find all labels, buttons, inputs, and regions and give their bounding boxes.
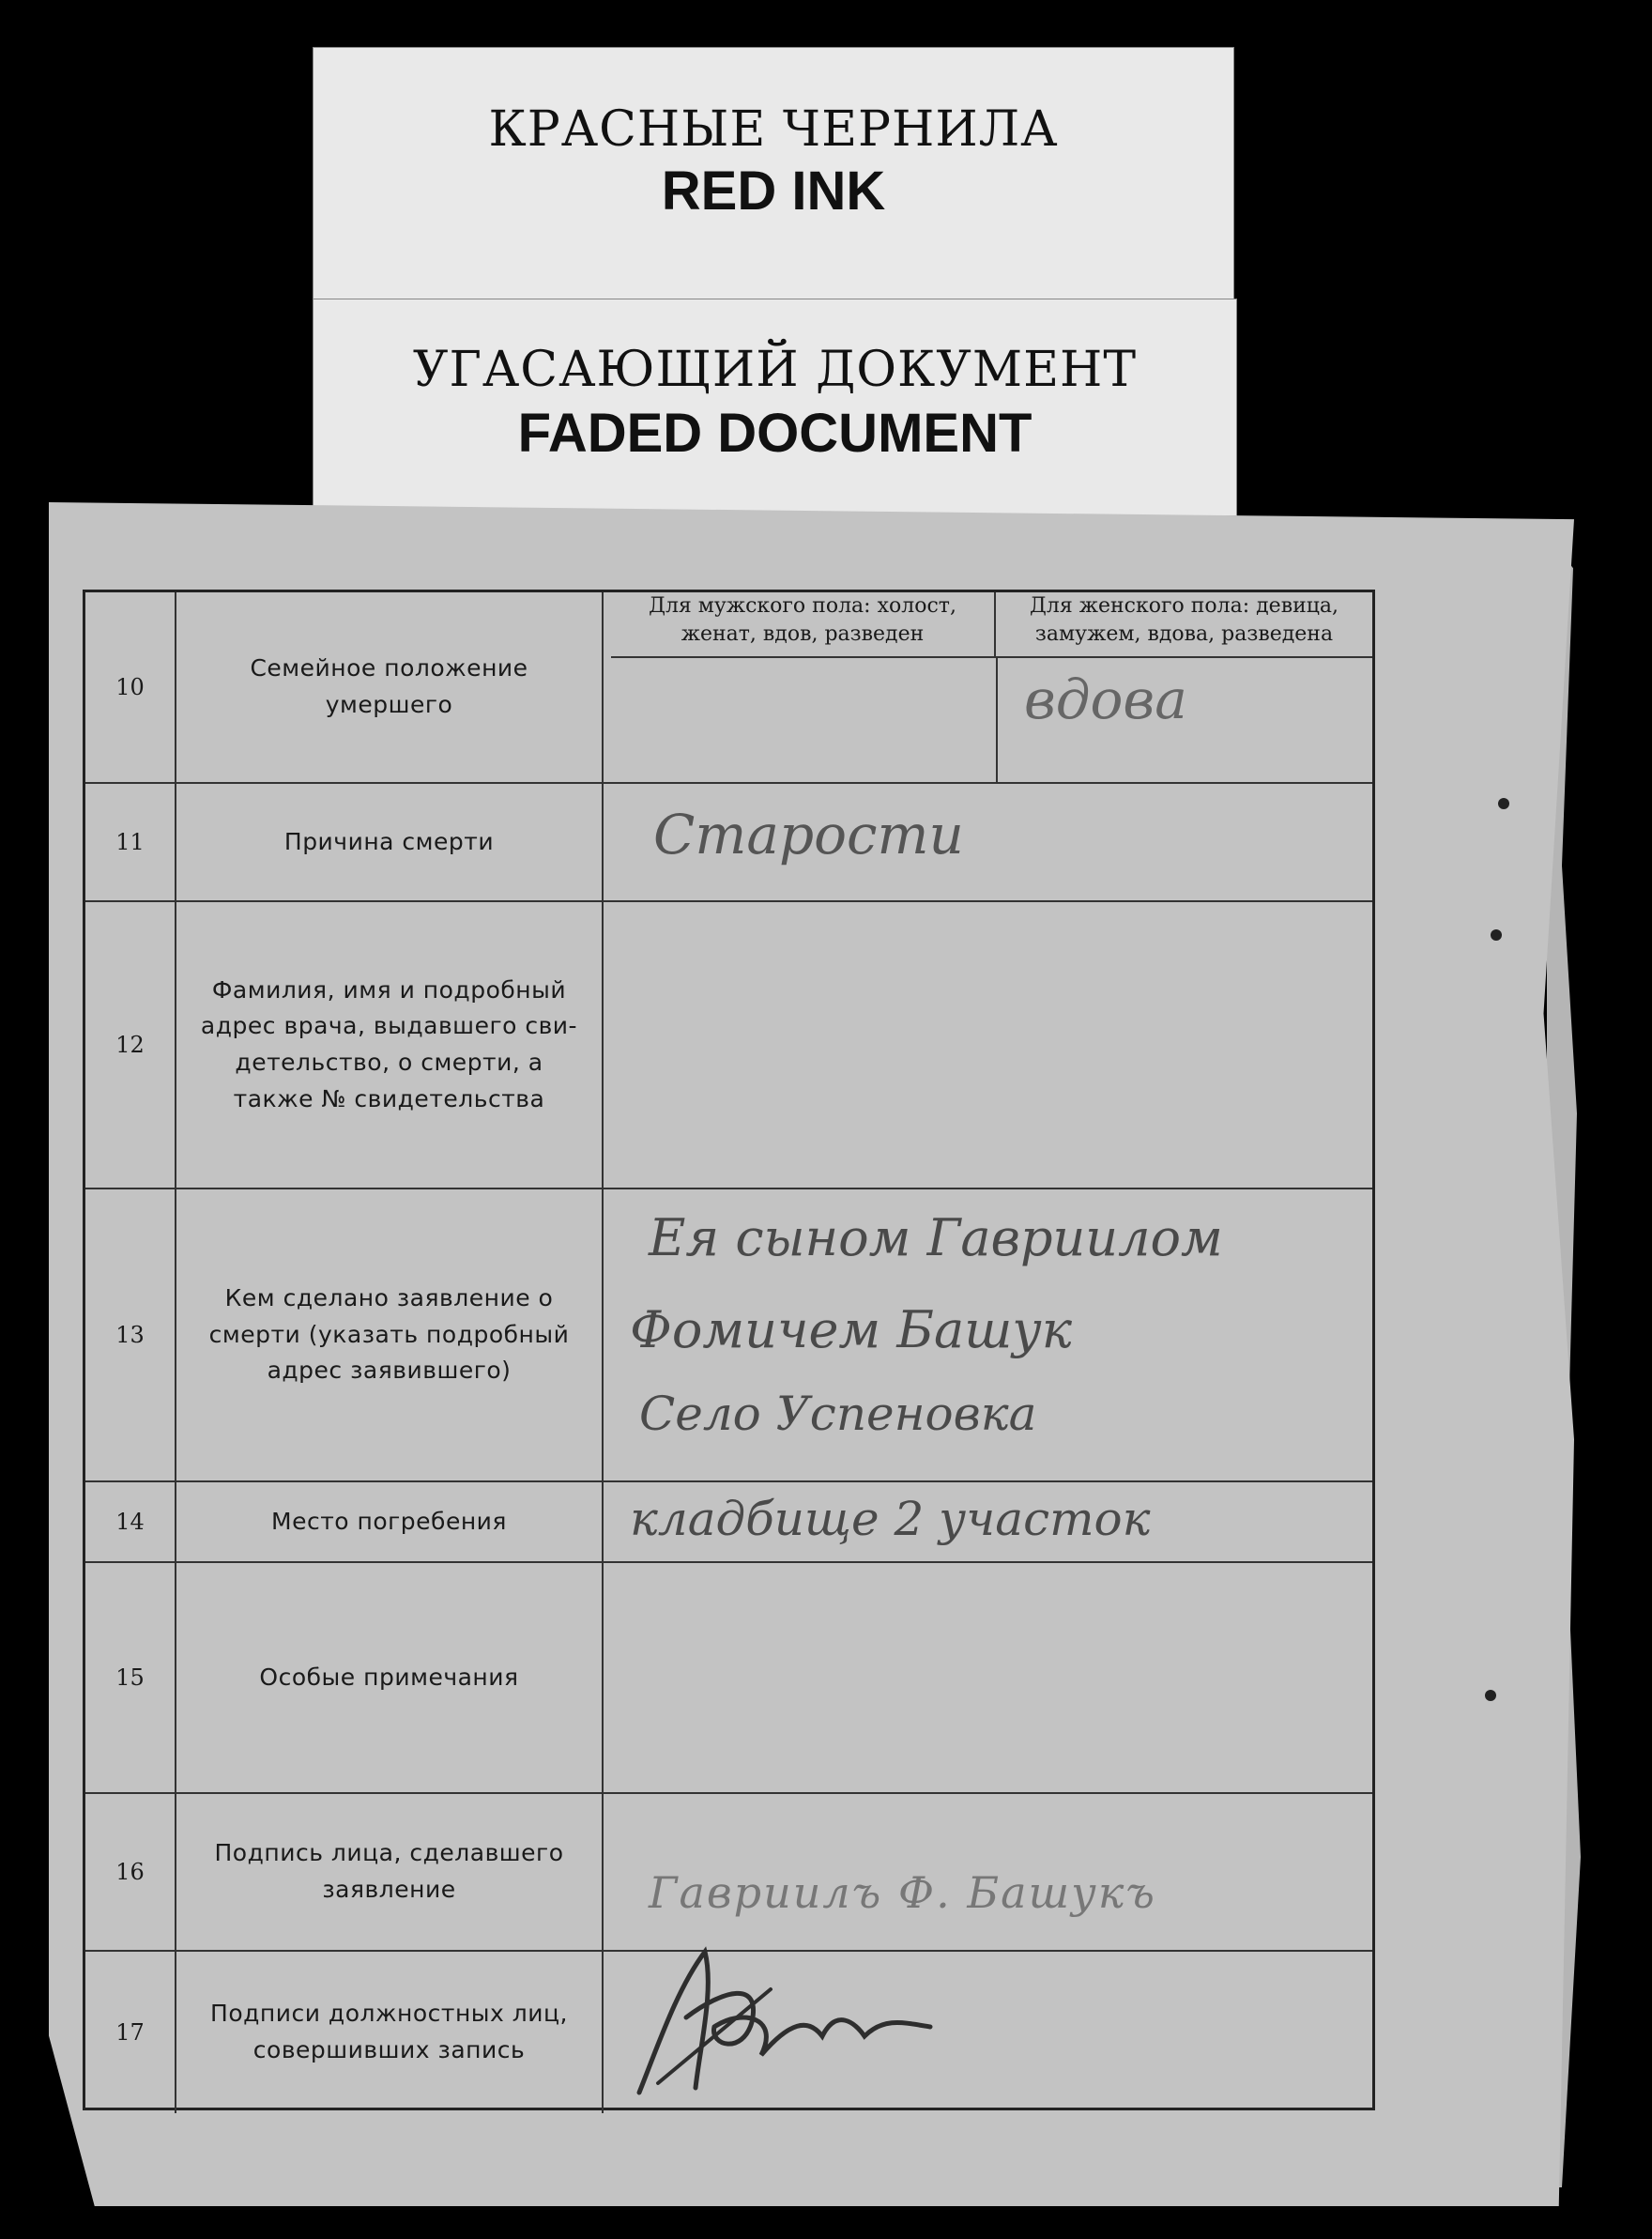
row-value-area	[611, 592, 1372, 782]
special-notes-value	[611, 1563, 1372, 1792]
table-row-11	[85, 784, 1372, 902]
red-ink-label-card	[313, 47, 1234, 310]
table-row-12	[85, 902, 1372, 1189]
table-row-14	[85, 1482, 1372, 1563]
row-number: 14	[85, 1482, 176, 1561]
row-label: Семейное положение умершего	[176, 592, 604, 782]
declarant-line: Фомичем Башук	[630, 1300, 1072, 1359]
burial-place-text: кладбище 2 участок	[630, 1492, 1151, 1546]
row-number: 11	[85, 784, 176, 900]
table-row-10	[85, 592, 1372, 784]
handwritten-cause-of-death	[611, 784, 1372, 900]
binding-hole	[1491, 929, 1502, 941]
female-status-header: Для женского пола: девица, замужем, вдова, разведена	[996, 592, 1372, 658]
table-row-16	[85, 1794, 1372, 1952]
handwritten-burial-place	[611, 1482, 1372, 1561]
row-label: Подпись лица, сделавшего заявление	[176, 1794, 604, 1950]
declarant-line: Ея сыном Гавриилом	[649, 1208, 1223, 1267]
row-label: Место погребения	[176, 1482, 604, 1561]
table-row-13	[85, 1189, 1372, 1482]
row-number: 16	[85, 1794, 176, 1950]
red-ink-label-ru: КРАСНЫЕ ЧЕРНИЛА	[488, 101, 1059, 158]
declarant-line: Село Успеновка	[639, 1387, 1037, 1441]
column-divider	[996, 658, 998, 782]
binding-hole	[1498, 798, 1509, 809]
row-label: Кем сделано заявление о смерти (указать подробный адрес заявившего)	[176, 1189, 604, 1480]
binding-hole	[1485, 1690, 1496, 1701]
declarant-signature-area	[611, 1794, 1372, 1950]
row-label: Фамилия, имя и подробный адрес врача, выдавшего сви- детельство, о смерти, а также № свидетельства	[176, 902, 604, 1188]
row-label: Подписи должностных лиц, совершивших запись	[176, 1952, 604, 2113]
row-label: Особые примечания	[176, 1563, 604, 1792]
death-record-table	[83, 590, 1375, 2110]
physician-value	[611, 902, 1372, 1188]
faded-document-label-card	[313, 299, 1237, 516]
row-number: 13	[85, 1189, 176, 1480]
faded-document-label-ru: УГАСАЮЩИЙ ДОКУМЕНТ	[412, 342, 1138, 398]
male-status-header: Для мужского пола: холост, женат, вдов, разведен	[611, 592, 996, 658]
official-signature-area	[611, 1952, 1372, 2113]
row-number: 15	[85, 1563, 176, 1792]
row-number: 12	[85, 902, 176, 1188]
handwritten-marital-status: вдова	[1024, 667, 1187, 731]
row-number: 17	[85, 1952, 176, 2113]
declarant-signature-text: Гавриилъ Ф. Башукъ	[649, 1867, 1156, 1918]
handwritten-declarant	[611, 1189, 1372, 1480]
faded-document-label-en: FADED DOCUMENT	[517, 403, 1032, 464]
official-signature-scribble	[620, 1933, 958, 2111]
row-number: 10	[85, 592, 176, 782]
row-label: Причина смерти	[176, 784, 604, 900]
table-row-15	[85, 1563, 1372, 1794]
table-row-17	[85, 1952, 1372, 2113]
red-ink-label-en: RED INK	[661, 161, 886, 222]
cause-of-death-text: Старости	[653, 803, 964, 866]
